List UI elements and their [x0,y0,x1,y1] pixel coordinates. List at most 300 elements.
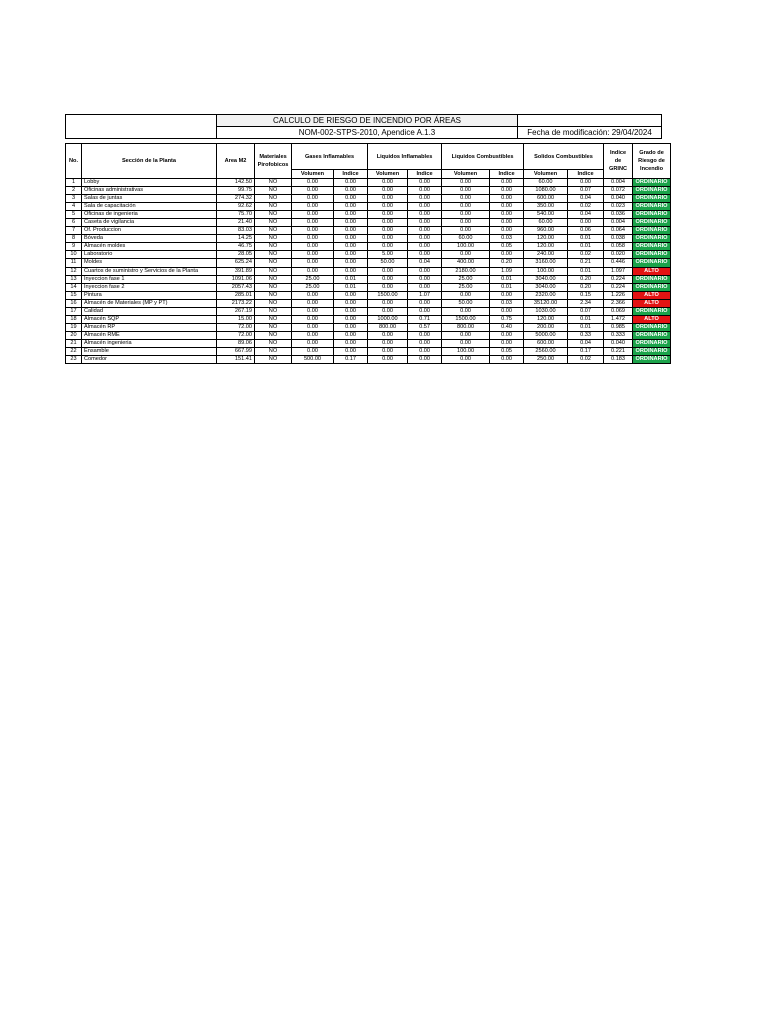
gas-volume: 0.00 [292,219,334,227]
section-name: Almacén RP [82,323,217,331]
combustible-liquid-index: 0.00 [490,195,524,203]
solid-index: 0.07 [568,307,604,315]
flammable-liquid-index: 0.00 [408,203,442,211]
pyrophoric-materials: NO [255,347,292,355]
gas-volume: 0.00 [292,203,334,211]
area-m2: 285.01 [217,291,255,299]
pyrophoric-materials: NO [255,315,292,323]
pyrophoric-materials: NO [255,179,292,187]
gas-volume: 0.00 [292,339,334,347]
header-grade: Grado de Riesgo de Incendio [633,144,671,179]
risk-grade-badge: ORDINARIO [633,235,671,243]
flammable-liquid-index: 0.00 [408,299,442,307]
area-m2: 625.24 [217,259,255,267]
risk-grade-badge: ORDINARIO [633,219,671,227]
gas-index: 0.00 [334,251,368,259]
gas-index: 0.00 [334,339,368,347]
spreadsheet [65,114,668,364]
solid-volume: 540.00 [524,211,568,219]
section-name: Moldes [82,259,217,267]
solid-index: 0.00 [568,179,604,187]
combustible-liquid-index: 0.00 [490,291,524,299]
table-row [66,307,671,315]
row-number: 17 [66,307,82,315]
combustible-liquid-index: 0.00 [490,211,524,219]
section-name: Almacén de Materiales (MP y PT) [82,299,217,307]
gas-volume: 25.00 [292,275,334,283]
risk-grade-badge: ORDINARIO [633,283,671,291]
gas-index: 0.01 [334,283,368,291]
gas-index: 0.00 [334,179,368,187]
solid-volume: 200.00 [524,323,568,331]
subheader-volumen: Volumen [442,170,490,179]
row-number: 23 [66,356,82,364]
gas-volume: 0.00 [292,291,334,299]
title-block [65,114,662,139]
solid-volume: 250.00 [524,356,568,364]
gas-volume: 500.00 [292,356,334,364]
row-number: 6 [66,219,82,227]
gas-index: 0.00 [334,307,368,315]
section-name: Cuartos de suministro y Servicios de la Planta [82,267,217,275]
risk-grade-badge: ORDINARIO [633,211,671,219]
solid-index: 0.15 [568,291,604,299]
solid-volume: 2320.00 [524,291,568,299]
row-number: 5 [66,211,82,219]
flammable-liquid-volume: 0.00 [368,195,408,203]
solid-index: 0.02 [568,356,604,364]
table-row [66,235,671,243]
risk-grade-badge: ORDINARIO [633,323,671,331]
flammable-liquid-index: 0.00 [408,211,442,219]
combustible-liquid-index: 0.00 [490,251,524,259]
flammable-liquid-index: 0.00 [408,275,442,283]
pyrophoric-materials: NO [255,267,292,275]
flammable-liquid-volume: 0.00 [368,267,408,275]
area-m2: 72.00 [217,323,255,331]
section-name: Inyeccion fase 2 [82,283,217,291]
pyrophoric-materials: NO [255,195,292,203]
combustible-liquid-index: 0.00 [490,227,524,235]
gas-index: 0.00 [334,347,368,355]
table-row [66,356,671,364]
section-name: Almacén moldes [82,243,217,251]
area-m2: 267.19 [217,307,255,315]
subheader-indice: Indice [408,170,442,179]
gas-volume: 0.00 [292,243,334,251]
solid-index: 0.17 [568,347,604,355]
pyrophoric-materials: NO [255,187,292,195]
flammable-liquid-volume: 0.00 [368,299,408,307]
risk-table [65,143,671,364]
flammable-liquid-volume: 0.00 [368,356,408,364]
grinc-index: 0.064 [604,227,633,235]
pyrophoric-materials: NO [255,251,292,259]
flammable-liquid-volume: 0.00 [368,275,408,283]
gas-index: 0.00 [334,227,368,235]
flammable-liquid-volume: 50.00 [368,259,408,267]
combustible-liquid-index: 0.00 [490,331,524,339]
gas-index: 0.00 [334,243,368,251]
risk-grade-badge: ORDINARIO [633,339,671,347]
pyrophoric-materials: NO [255,219,292,227]
risk-grade-badge: ORDINARIO [633,203,671,211]
combustible-liquid-index: 0.01 [490,283,524,291]
combustible-liquid-index: 0.01 [490,275,524,283]
table-row [66,219,671,227]
grinc-index: 0.040 [604,339,633,347]
solid-index: 0.00 [568,219,604,227]
section-name: Caseta de vigilancia [82,219,217,227]
subheader-volumen: Volumen [292,170,334,179]
flammable-liquid-index: 0.00 [408,339,442,347]
gas-volume: 0.00 [292,235,334,243]
header-materials: Materiales Pirofobicos [255,144,292,179]
risk-grade-badge: ORDINARIO [633,356,671,364]
table-row [66,339,671,347]
grinc-index: 0.036 [604,211,633,219]
table-row [66,323,671,331]
table-row [66,315,671,323]
solid-index: 0.20 [568,275,604,283]
gas-volume: 0.00 [292,211,334,219]
combustible-liquid-volume: 0.00 [442,219,490,227]
area-m2: 46.75 [217,243,255,251]
row-number: 1 [66,179,82,187]
flammable-liquid-volume: 0.00 [368,187,408,195]
gas-volume: 0.00 [292,299,334,307]
table-row [66,283,671,291]
solid-index: 0.04 [568,339,604,347]
flammable-liquid-index: 0.00 [408,187,442,195]
grinc-index: 0.224 [604,283,633,291]
gas-index: 0.00 [334,195,368,203]
row-number: 18 [66,315,82,323]
area-m2: 274.32 [217,195,255,203]
grinc-index: 0.020 [604,251,633,259]
grinc-index: 0.221 [604,347,633,355]
section-name: Sala de capacitación [82,203,217,211]
pyrophoric-materials: NO [255,211,292,219]
section-name: Of. Produccion [82,227,217,235]
flammable-liquid-index: 0.00 [408,243,442,251]
solid-volume: 3160.00 [524,259,568,267]
risk-grade-badge: ORDINARIO [633,227,671,235]
row-number: 22 [66,347,82,355]
table-row [66,179,671,187]
combustible-liquid-volume: 2180.00 [442,267,490,275]
solid-index: 0.02 [568,251,604,259]
combustible-liquid-index: 0.00 [490,179,524,187]
flammable-liquid-volume: 5.00 [368,251,408,259]
title-blank-right [518,115,662,127]
grinc-index: 0.183 [604,356,633,364]
section-name: Comedor [82,356,217,364]
combustible-liquid-volume: 0.00 [442,331,490,339]
combustible-liquid-index: 0.20 [490,259,524,267]
flammable-liquid-volume: 0.00 [368,331,408,339]
section-name: Inyeccion fase 1 [82,275,217,283]
flammable-liquid-volume: 1000.00 [368,315,408,323]
header-liquids-combustible: Liquidos Combustibles [442,144,524,170]
flammable-liquid-index: 0.00 [408,251,442,259]
gas-volume: 0.00 [292,259,334,267]
gas-index: 0.00 [334,211,368,219]
table-row [66,211,671,219]
flammable-liquid-index: 0.00 [408,267,442,275]
combustible-liquid-volume: 0.00 [442,251,490,259]
section-name: Almacén SQP [82,315,217,323]
solid-volume: 960.00 [524,227,568,235]
grinc-index: 0.038 [604,235,633,243]
gas-index: 0.00 [334,299,368,307]
table-row [66,299,671,307]
solid-index: 0.04 [568,211,604,219]
section-name: Oficinas de ingenieria [82,211,217,219]
row-number: 16 [66,299,82,307]
pyrophoric-materials: NO [255,235,292,243]
flammable-liquid-index: 0.00 [408,347,442,355]
area-m2: 72.00 [217,331,255,339]
flammable-liquid-index: 0.00 [408,356,442,364]
solid-index: 0.21 [568,259,604,267]
header-solids: Solidos Combustibles [524,144,604,170]
grinc-index: 0.333 [604,331,633,339]
combustible-liquid-volume: 0.00 [442,179,490,187]
gas-index: 0.17 [334,356,368,364]
combustible-liquid-volume: 0.00 [442,356,490,364]
table-row [66,243,671,251]
grinc-index: 0.058 [604,243,633,251]
gas-index: 0.00 [334,331,368,339]
row-number: 19 [66,323,82,331]
combustible-liquid-volume: 60.00 [442,235,490,243]
section-name: Salas de juntas [82,195,217,203]
flammable-liquid-index: 0.00 [408,283,442,291]
flammable-liquid-index: 0.04 [408,259,442,267]
flammable-liquid-volume: 0.00 [368,307,408,315]
title-blank-cell [66,115,217,139]
solid-index: 0.07 [568,187,604,195]
combustible-liquid-index: 0.05 [490,347,524,355]
risk-grade-badge: ALTO [633,267,671,275]
grinc-index: 1.226 [604,291,633,299]
solid-volume: 120.00 [524,243,568,251]
flammable-liquid-index: 0.00 [408,331,442,339]
area-m2: 14.25 [217,235,255,243]
combustible-liquid-volume: 0.00 [442,211,490,219]
flammable-liquid-index: 0.00 [408,219,442,227]
risk-grade-badge: ALTO [633,291,671,299]
gas-volume: 0.00 [292,179,334,187]
table-row [66,187,671,195]
subheader-indice: Indice [334,170,368,179]
combustible-liquid-volume: 0.00 [442,307,490,315]
section-name: Bóveda [82,235,217,243]
solid-index: 0.04 [568,195,604,203]
combustible-liquid-index: 0.03 [490,235,524,243]
combustible-liquid-index: 0.00 [490,307,524,315]
row-number: 4 [66,203,82,211]
risk-grade-badge: ALTO [633,299,671,307]
gas-index: 0.00 [334,259,368,267]
combustible-liquid-volume: 0.00 [442,187,490,195]
combustible-liquid-volume: 0.00 [442,291,490,299]
pyrophoric-materials: NO [255,291,292,299]
solid-volume: 35120.00 [524,299,568,307]
gas-index: 0.00 [334,267,368,275]
solid-volume: 120.00 [524,315,568,323]
section-name: Almacén ingenieria [82,339,217,347]
risk-grade-badge: ALTO [633,315,671,323]
solid-volume: 3040.00 [524,283,568,291]
risk-grade-badge: ORDINARIO [633,243,671,251]
flammable-liquid-volume: 0.00 [368,235,408,243]
flammable-liquid-volume: 0.00 [368,283,408,291]
solid-volume: 60.00 [524,179,568,187]
combustible-liquid-index: 0.05 [490,243,524,251]
flammable-liquid-volume: 0.00 [368,227,408,235]
flammable-liquid-volume: 800.00 [368,323,408,331]
gas-index: 0.00 [334,235,368,243]
solid-index: 0.01 [568,323,604,331]
combustible-liquid-index: 0.00 [490,356,524,364]
gas-index: 0.00 [334,291,368,299]
row-number: 8 [66,235,82,243]
solid-index: 0.01 [568,243,604,251]
pyrophoric-materials: NO [255,227,292,235]
flammable-liquid-volume: 0.00 [368,243,408,251]
gas-index: 0.00 [334,187,368,195]
gas-index: 0.00 [334,219,368,227]
solid-volume: 600.00 [524,339,568,347]
table-body [66,179,671,364]
combustible-liquid-volume: 100.00 [442,243,490,251]
grinc-index: 0.069 [604,307,633,315]
solid-volume: 3040.00 [524,275,568,283]
gas-volume: 0.00 [292,315,334,323]
flammable-liquid-index: 0.00 [408,307,442,315]
section-name: Calidad [82,307,217,315]
grinc-index: 0.023 [604,203,633,211]
row-number: 12 [66,267,82,275]
combustible-liquid-index: 0.00 [490,187,524,195]
solid-index: 0.01 [568,267,604,275]
grinc-index: 1.097 [604,267,633,275]
pyrophoric-materials: NO [255,356,292,364]
pyrophoric-materials: NO [255,307,292,315]
table-row [66,347,671,355]
combustible-liquid-index: 0.40 [490,323,524,331]
grinc-index: 0.040 [604,195,633,203]
flammable-liquid-index: 0.57 [408,323,442,331]
table-row [66,267,671,275]
combustible-liquid-volume: 0.00 [442,203,490,211]
solid-volume: 1080.00 [524,187,568,195]
combustible-liquid-volume: 1500.00 [442,315,490,323]
flammable-liquid-volume: 0.00 [368,219,408,227]
section-name: Oficinas administrativas [82,187,217,195]
solid-index: 0.20 [568,283,604,291]
risk-grade-badge: ORDINARIO [633,275,671,283]
area-m2: 2173.22 [217,299,255,307]
gas-index: 0.00 [334,323,368,331]
combustible-liquid-volume: 25.00 [442,275,490,283]
grinc-index: 0.985 [604,323,633,331]
combustible-liquid-index: 1.09 [490,267,524,275]
grinc-index: 1.472 [604,315,633,323]
combustible-liquid-volume: 100.00 [442,347,490,355]
combustible-liquid-index: 0.75 [490,315,524,323]
pyrophoric-materials: NO [255,275,292,283]
gas-index: 0.00 [334,315,368,323]
area-m2: 28.05 [217,251,255,259]
pyrophoric-materials: NO [255,243,292,251]
gas-volume: 0.00 [292,251,334,259]
area-m2: 89.06 [217,339,255,347]
area-m2: 142.50 [217,179,255,187]
gas-volume: 0.00 [292,323,334,331]
risk-grade-badge: ORDINARIO [633,179,671,187]
row-number: 14 [66,283,82,291]
flammable-liquid-index: 1.07 [408,291,442,299]
subheader-indice: Indice [490,170,524,179]
area-m2: 1091.06 [217,275,255,283]
section-name: Lobby [82,179,217,187]
area-m2: 15.00 [217,315,255,323]
modification-date: Fecha de modificación: 29/04/2024 [518,127,662,139]
combustible-liquid-volume: 400.00 [442,259,490,267]
combustible-liquid-volume: 25.00 [442,283,490,291]
table-row [66,203,671,211]
grinc-index: 0.446 [604,259,633,267]
risk-grade-badge: ORDINARIO [633,187,671,195]
header-section: Sección de la Planta [82,144,217,179]
combustible-liquid-index: 0.00 [490,219,524,227]
row-number: 21 [66,339,82,347]
flammable-liquid-index: 0.00 [408,195,442,203]
solid-volume: 350.00 [524,203,568,211]
row-number: 15 [66,291,82,299]
solid-volume: 5000.00 [524,331,568,339]
area-m2: 151.41 [217,356,255,364]
table-row [66,259,671,267]
area-m2: 92.62 [217,203,255,211]
gas-volume: 0.00 [292,187,334,195]
area-m2: 391.89 [217,267,255,275]
header-gases: Gases Inflamables [292,144,368,170]
flammable-liquid-volume: 0.00 [368,211,408,219]
combustible-liquid-volume: 0.00 [442,227,490,235]
section-name: Pintura [82,291,217,299]
combustible-liquid-index: 0.00 [490,339,524,347]
table-row [66,275,671,283]
report-title: CALCULO DE RIESGO DE INCENDIO POR ÁREAS [217,115,518,127]
flammable-liquid-index: 0.71 [408,315,442,323]
gas-volume: 0.00 [292,227,334,235]
grinc-index: 2.366 [604,299,633,307]
grinc-index: 0.072 [604,187,633,195]
solid-volume: 100.00 [524,267,568,275]
section-name: Laboratorio [82,251,217,259]
norm-reference: NOM-002-STPS-2010, Apendice A.1.3 [217,127,518,139]
risk-grade-badge: ORDINARIO [633,195,671,203]
gas-volume: 0.00 [292,195,334,203]
grinc-index: 0.004 [604,219,633,227]
pyrophoric-materials: NO [255,283,292,291]
row-number: 2 [66,187,82,195]
gas-index: 0.00 [334,203,368,211]
